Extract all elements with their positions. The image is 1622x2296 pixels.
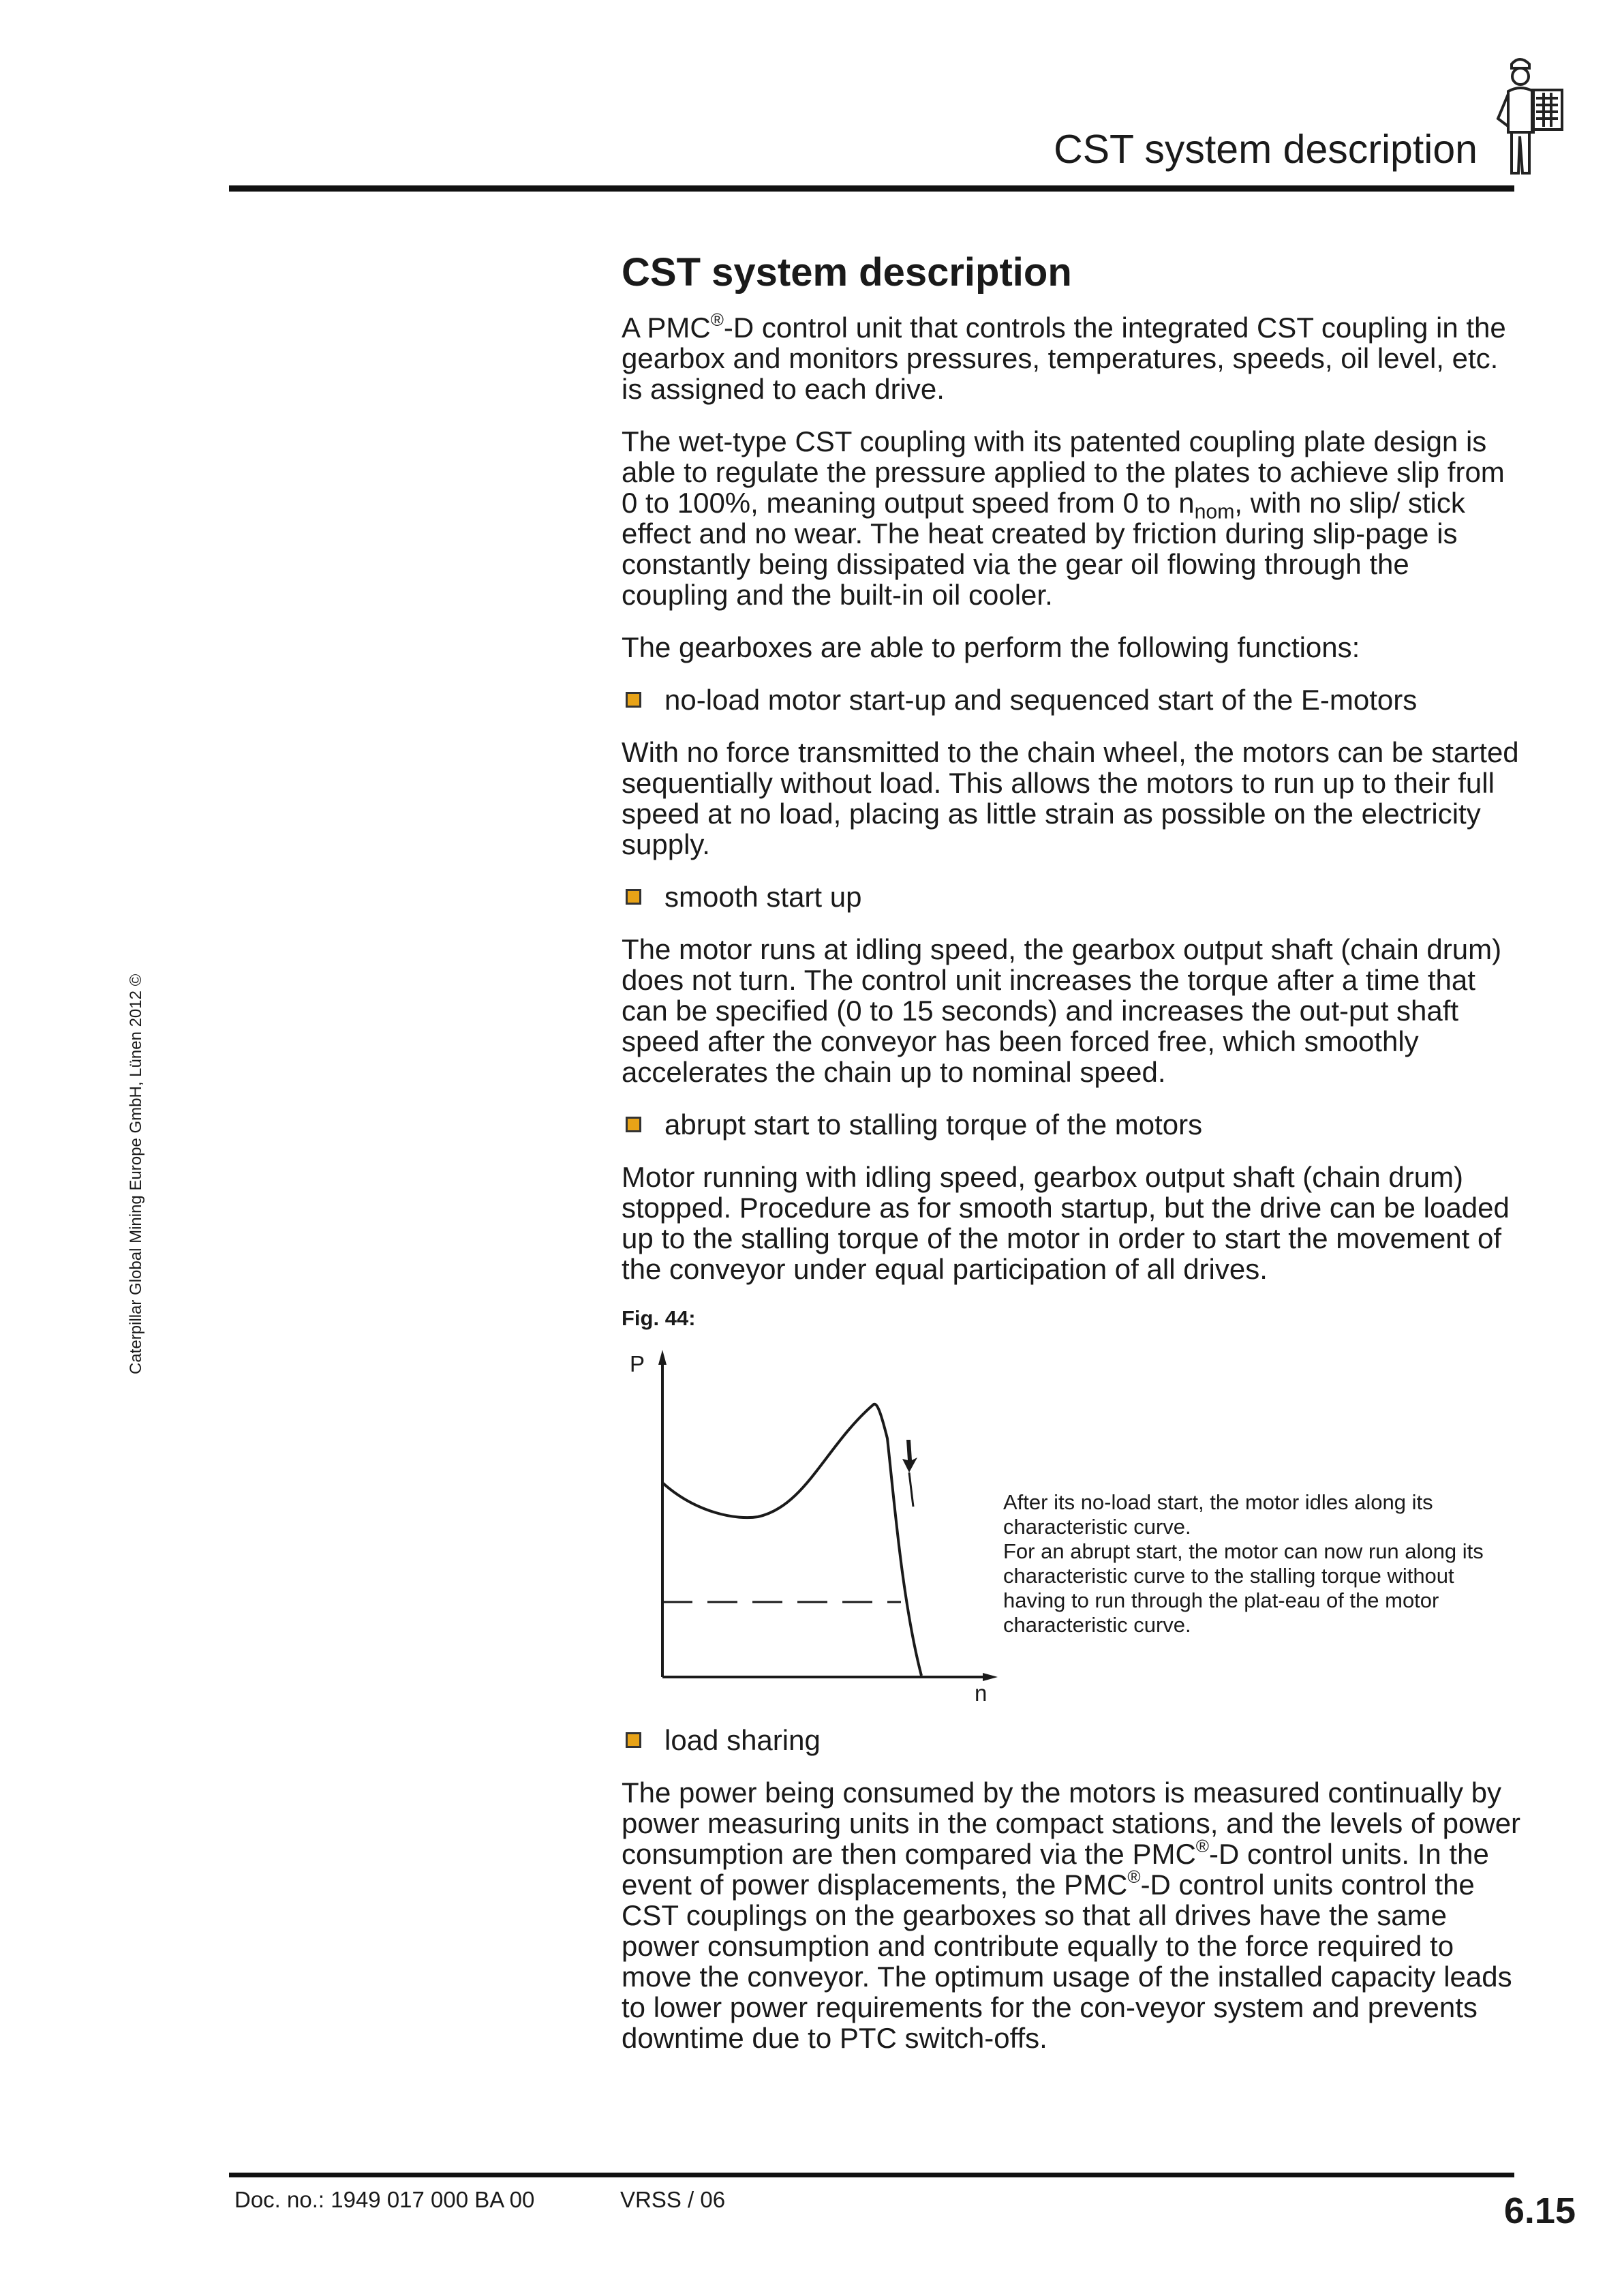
paragraph-load-sharing: The power being consumed by the motors is measured continually by power measuring units in the compact stations, and the levels of power consumption are then compared via the PMC®-D control units. In the event of power displacements, the PMC®-D control units control the CST couplings on the gearboxes so that all drives have the same power consumption and contribute equally to the force required to move the conveyor. The optimum usage of the installed capacity leads to lower power requirements for the con-veyor system and prevents downtime due to PTC switch-offs. — [622, 1776, 1521, 2054]
y-axis-label: P — [630, 1350, 645, 1376]
paragraph-no-load: With no force transmitted to the chain wheel, the motors can be started sequentially without load. This allows the motors to run up to their full speed at no load, placing as little strain as possible on the electricity supply. — [622, 736, 1519, 860]
bullet-square-icon — [626, 889, 641, 905]
header-rule — [229, 185, 1514, 192]
side-copyright: Caterpillar Global Mining Europe GmbH, Lünen 2012 © — [127, 973, 145, 1374]
paragraph-abrupt-start: Motor running with idling speed, gearbox output shaft (chain drum) stopped. Procedure as for smooth startup, but the drive can be loaded up to the stalling torque of the motor in order to start the movement of the conveyor under equal participation of all drives. — [622, 1160, 1510, 1285]
bullet-item-load-sharing: load sharing — [622, 1725, 1521, 1755]
header-title: CST system description — [1054, 127, 1478, 172]
footer-rule — [229, 2173, 1514, 2177]
start-direction-stem — [909, 1472, 913, 1507]
figure-caption-line-2: For an abrupt start, the motor can now run along its characteristic curve to the stalling torque without having to run through the plat-eau of the motor characteristic curve. — [1003, 1539, 1484, 1637]
bullet-item-abrupt-start: abrupt start to stalling torque of the motors — [622, 1109, 1521, 1140]
paragraph-intro: A PMC®-D control unit that controls the integrated CST coupling in the gearbox and monitors pressures, temperatures, speeds, oil level, etc. is assigned to each drive. — [622, 309, 1506, 405]
figure-44 — [622, 1343, 1521, 1704]
figure-caption-line-1: After its no-load start, the motor idles along its characteristic curve. — [1003, 1490, 1433, 1539]
paragraph-coupling: The wet-type CST coupling with its patented coupling plate design is able to regulate the pressure applied to the plates to achieve slip from 0 to 100%, meaning output speed from 0 to $n_{nom}$, with no slip/ stick effect and no wear. The heat created by friction during slip-page is constantly being dissipated via the gear oil flowing through the coupling and the built-in oil cooler. — [622, 425, 1505, 611]
x-axis-label: n — [975, 1680, 988, 1706]
paragraph-smooth-start: The motor runs at idling speed, the gearbox output shaft (chain drum) does not turn. The control unit increases the torque after a time that can be specified (0 to 15 seconds) and increases the out-put shaft speed after the conveyor has been forced free, which smoothly accelerates the chain up to nominal speed. — [622, 933, 1502, 1088]
worker-with-tablet-icon — [1484, 50, 1573, 180]
bullet-square-icon — [626, 1732, 641, 1748]
motor-characteristic-curve — [662, 1404, 921, 1676]
paragraph-functions: The gearboxes are able to perform the following functions: — [622, 631, 1360, 663]
bullet-square-icon — [626, 692, 641, 708]
bullet-item-no-load-start: no-load motor start-up and sequenced start of the E-motors — [622, 684, 1521, 715]
footer-reference: VRSS / 06 — [620, 2187, 726, 2212]
bullet-item-smooth-start: smooth start up — [622, 881, 1521, 912]
motor-characteristic-diagram — [622, 1343, 1003, 1704]
figure-caption — [1003, 1490, 1494, 1637]
y-axis-arrow — [658, 1350, 667, 1365]
bullet-square-icon — [626, 1117, 641, 1132]
footer-doc-number: Doc. no.: 1949 017 000 BA 00 — [234, 2187, 535, 2212]
page-heading: CST system description — [622, 250, 1072, 294]
figure-label: Fig. 44: — [622, 1305, 696, 1330]
page-number: 6.15 — [1503, 2190, 1576, 2231]
main-content — [622, 251, 1521, 2075]
start-direction-arrow — [902, 1440, 917, 1472]
